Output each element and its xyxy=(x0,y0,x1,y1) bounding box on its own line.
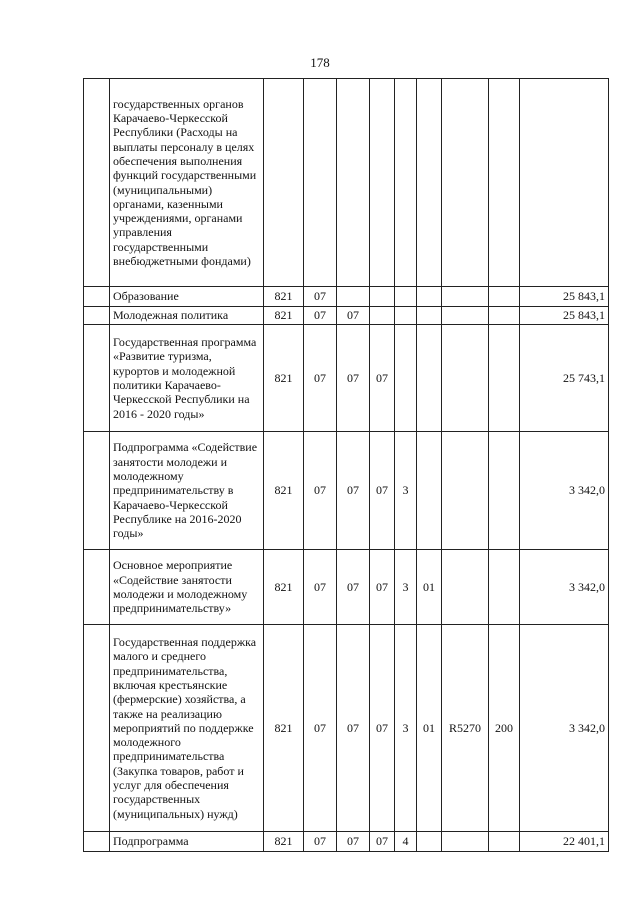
direction-code xyxy=(442,832,489,852)
expense-type-code xyxy=(489,432,520,550)
expense-type-code xyxy=(489,287,520,307)
table-row xyxy=(84,432,609,550)
amount: 25 843,1 xyxy=(520,287,609,307)
measure-code xyxy=(417,307,442,325)
subprogram-code xyxy=(395,325,417,432)
spacer-cell xyxy=(84,432,110,550)
amount xyxy=(520,79,609,287)
expense-name: Государственная программа «Развитие туризма, курортов и молодежной политики Карачаево-Черкесской Республики на 2016 - 2020 годы» xyxy=(110,325,264,432)
amount: 3 342,0 xyxy=(520,625,609,832)
expense-name: Образование xyxy=(110,287,264,307)
subsection-code xyxy=(337,287,370,307)
section-code: 07 xyxy=(304,287,337,307)
admin-code: 821 xyxy=(264,550,304,625)
amount: 25 743,1 xyxy=(520,325,609,432)
subprogram-code: 4 xyxy=(395,832,417,852)
measure-code: 01 xyxy=(417,550,442,625)
expense-type-code xyxy=(489,307,520,325)
admin-code: 821 xyxy=(264,625,304,832)
subsection-code: 07 xyxy=(337,307,370,325)
admin-code: 821 xyxy=(264,287,304,307)
direction-code xyxy=(442,79,489,287)
expense-type-code xyxy=(489,832,520,852)
program-code: 07 xyxy=(370,325,395,432)
spacer-cell xyxy=(84,832,110,852)
admin-code: 821 xyxy=(264,325,304,432)
amount: 3 342,0 xyxy=(520,550,609,625)
direction-code xyxy=(442,325,489,432)
subprogram-code xyxy=(395,287,417,307)
spacer-cell xyxy=(84,307,110,325)
subsection-code xyxy=(337,79,370,287)
subprogram-code: 3 xyxy=(395,432,417,550)
expense-name: Основное мероприятие «Содействие занятости молодежи и молодежному предпринимательству» xyxy=(110,550,264,625)
spacer-cell xyxy=(84,79,110,287)
direction-code xyxy=(442,432,489,550)
measure-code xyxy=(417,287,442,307)
subprogram-code: 3 xyxy=(395,625,417,832)
subprogram-code xyxy=(395,307,417,325)
spacer-cell xyxy=(84,625,110,832)
expense-name: государственных органов Карачаево-Черкесской Республики (Расходы на выплаты персоналу в целях обеспечения выполнения функций государственными (муниципальными) органами, казенными учреждениями, органами управления государственными внебюджетными фондами) xyxy=(110,79,264,287)
program-code: 07 xyxy=(370,550,395,625)
spacer-cell xyxy=(84,287,110,307)
subprogram-code: 3 xyxy=(395,550,417,625)
section-code: 07 xyxy=(304,832,337,852)
program-code: 07 xyxy=(370,432,395,550)
table-row xyxy=(84,550,609,625)
table-row xyxy=(84,79,609,287)
section-code: 07 xyxy=(304,432,337,550)
subsection-code: 07 xyxy=(337,550,370,625)
program-code xyxy=(370,287,395,307)
subsection-code: 07 xyxy=(337,325,370,432)
expense-type-code: 200 xyxy=(489,625,520,832)
expense-name: Подпрограмма xyxy=(110,832,264,852)
section-code xyxy=(304,79,337,287)
amount: 22 401,1 xyxy=(520,832,609,852)
subsection-code: 07 xyxy=(337,625,370,832)
spacer-cell xyxy=(84,550,110,625)
subsection-code: 07 xyxy=(337,832,370,852)
program-code: 07 xyxy=(370,832,395,852)
direction-code xyxy=(442,550,489,625)
table-row xyxy=(84,325,609,432)
measure-code xyxy=(417,325,442,432)
measure-code xyxy=(417,79,442,287)
spacer-cell xyxy=(84,325,110,432)
section-code: 07 xyxy=(304,307,337,325)
table-row xyxy=(84,287,609,307)
admin-code: 821 xyxy=(264,432,304,550)
subprogram-code xyxy=(395,79,417,287)
expense-name: Государственная поддержка малого и среднего предпринимательства, включая крестьянские (фермерские) хозяйства, а также на реализацию мероприятий по поддержке молодежного предпринимательства (Закупка товаров, работ и услуг для обеспечения государственных (муниципальных) нужд) xyxy=(110,625,264,832)
expense-name: Молодежная политика xyxy=(110,307,264,325)
expense-type-code xyxy=(489,79,520,287)
page-number: 178 xyxy=(310,55,330,70)
amount: 3 342,0 xyxy=(520,432,609,550)
table-row xyxy=(84,307,609,325)
section-code: 07 xyxy=(304,325,337,432)
table-row xyxy=(84,832,609,852)
program-code xyxy=(370,79,395,287)
measure-code: 01 xyxy=(417,625,442,832)
direction-code xyxy=(442,307,489,325)
section-code: 07 xyxy=(304,625,337,832)
expense-type-code xyxy=(489,325,520,432)
admin-code xyxy=(264,79,304,287)
table-row xyxy=(84,625,609,832)
section-code: 07 xyxy=(304,550,337,625)
admin-code: 821 xyxy=(264,832,304,852)
program-code: 07 xyxy=(370,625,395,832)
subsection-code: 07 xyxy=(337,432,370,550)
expense-type-code xyxy=(489,550,520,625)
measure-code xyxy=(417,832,442,852)
expense-name: Подпрограмма «Содействие занятости молодежи и молодежному предпринимательству в Карачаево-Черкесской Республике на 2016-2020 годы» xyxy=(110,432,264,550)
measure-code xyxy=(417,432,442,550)
amount: 25 843,1 xyxy=(520,307,609,325)
admin-code: 821 xyxy=(264,307,304,325)
program-code xyxy=(370,307,395,325)
budget-table xyxy=(83,78,609,852)
direction-code: R5270 xyxy=(442,625,489,832)
direction-code xyxy=(442,287,489,307)
